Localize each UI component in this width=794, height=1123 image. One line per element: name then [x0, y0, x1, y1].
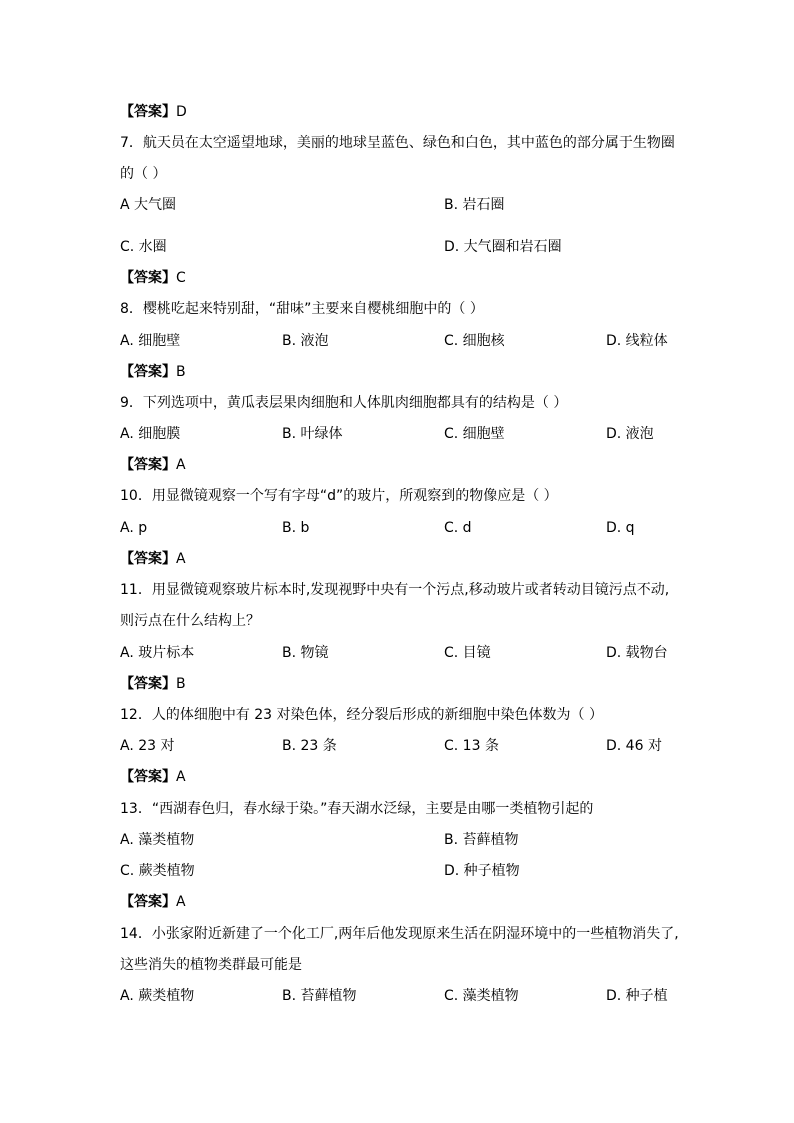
option-d: D. 46 对	[606, 738, 662, 754]
option-a: A. 细胞膜	[120, 426, 181, 442]
option-b: B. b	[282, 520, 310, 536]
question-14-text-cont: 这些消失的植物类群最可能是	[120, 957, 302, 973]
option-a: A. 藻类植物	[120, 832, 195, 848]
question-7-text-cont: 的（ ）	[120, 166, 167, 182]
option-a: A. 23 对	[120, 738, 175, 754]
answer-value: C	[176, 270, 186, 286]
option-c: C. 藻类植物	[444, 988, 519, 1004]
answer-line-q6	[120, 102, 187, 122]
question-11-text-cont: 则污点在什么结构上？	[120, 613, 260, 629]
answer-line-q8	[120, 362, 186, 382]
option-b: B. 苔藓植物	[282, 988, 357, 1004]
option-a: A. 蕨类植物	[120, 988, 195, 1004]
answer-line-q12	[120, 767, 186, 787]
answer-value: B	[176, 676, 186, 692]
question-9-options	[120, 424, 680, 444]
question-14-options	[120, 986, 680, 1006]
question-14-text: 14．小张家附近新建了一个化工厂,两年后他发现原来生活在阴湿环境中的一些植物消失了,	[120, 926, 679, 942]
option-d: D. 大气圈和岩石圈	[444, 239, 562, 255]
question-11-options	[120, 643, 680, 663]
option-d: D. 线粒体	[606, 333, 668, 349]
question-8-options	[120, 331, 680, 351]
answer-line-q7	[120, 268, 186, 288]
option-c: C. 水圈	[120, 239, 167, 255]
option-d: D. q	[606, 520, 635, 536]
option-d: D. 种子植物	[444, 863, 520, 879]
answer-label: 【答案】	[120, 104, 176, 120]
question-7-options-row-2	[120, 237, 680, 257]
question-8-text: 8．樱桃吃起来特别甜，“甜味”主要来自樱桃细胞中的（ ）	[120, 301, 484, 317]
question-13-options-row-2	[120, 861, 680, 881]
answer-label: 【答案】	[120, 364, 176, 380]
option-c: C. 蕨类植物	[120, 863, 195, 879]
answer-value: A	[176, 769, 186, 785]
question-12-text: 12．人的体细胞中有 23 对染色体，经分裂后形成的新细胞中染色体数为（ ）	[120, 707, 603, 723]
option-d: D. 种子植	[606, 988, 668, 1004]
question-10-options	[120, 518, 680, 538]
question-12-options	[120, 736, 680, 756]
option-d: D. 载物台	[606, 645, 668, 661]
answer-label: 【答案】	[120, 457, 176, 473]
answer-value: A	[176, 894, 186, 910]
answer-line-q10	[120, 549, 186, 569]
question-11-text: 11．用显微镜观察玻片标本时,发现视野中央有一个污点,移动玻片或者转动目镜污点不动,	[120, 582, 670, 598]
answer-line-q13	[120, 892, 186, 912]
option-b: B. 液泡	[282, 333, 329, 349]
question-7-text: 7．航天员在太空遥望地球，美丽的地球呈蓝色、绿色和白色，其中蓝色的部分属于生物圈	[120, 135, 675, 151]
option-c: C. 细胞壁	[444, 426, 505, 442]
answer-value: B	[176, 364, 186, 380]
option-a: A 大气圈	[120, 197, 177, 213]
answer-value: D	[176, 104, 187, 120]
question-7-options-row-1	[120, 195, 680, 215]
answer-value: A	[176, 457, 186, 473]
option-b: B. 岩石圈	[444, 197, 505, 213]
option-c: C. 细胞核	[444, 333, 505, 349]
option-b: B. 物镜	[282, 645, 329, 661]
question-9-text: 9．下列选项中，黄瓜表层果肉细胞和人体肌肉细胞都具有的结构是（ ）	[120, 395, 568, 411]
question-13-text: 13．“西湖春色归，春水绿于染。”春天湖水泛绿，主要是由哪一类植物引起的	[120, 801, 594, 817]
answer-label: 【答案】	[120, 270, 176, 286]
answer-label: 【答案】	[120, 769, 176, 785]
option-a: A. p	[120, 520, 148, 536]
answer-label: 【答案】	[120, 676, 176, 692]
option-a: A. 玻片标本	[120, 645, 195, 661]
answer-line-q9	[120, 455, 186, 475]
option-b: B. 23 条	[282, 738, 337, 754]
option-b: B. 叶绿体	[282, 426, 343, 442]
option-a: A. 细胞壁	[120, 333, 181, 349]
option-c: C. 13 条	[444, 738, 499, 754]
answer-label: 【答案】	[120, 894, 176, 910]
option-b: B. 苔藓植物	[444, 832, 519, 848]
answer-line-q11	[120, 674, 186, 694]
answer-value: A	[176, 551, 186, 567]
option-d: D. 液泡	[606, 426, 654, 442]
answer-label: 【答案】	[120, 551, 176, 567]
option-c: C. 目镜	[444, 645, 491, 661]
question-10-text: 10．用显微镜观察一个写有字母“d”的玻片，所观察到的物像应是（ ）	[120, 488, 558, 504]
question-13-options-row-1	[120, 830, 680, 850]
option-c: C. d	[444, 520, 472, 536]
